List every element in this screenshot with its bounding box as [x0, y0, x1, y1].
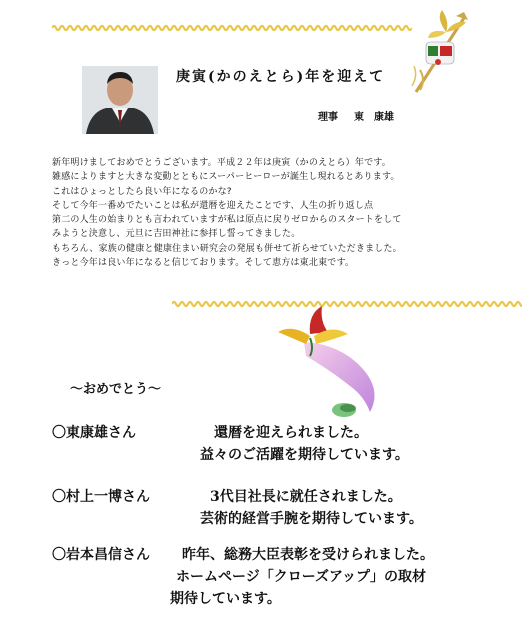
article-body	[52, 156, 524, 270]
wavy-divider-top	[52, 24, 412, 32]
body-line: これはひょっとしたら良い年になるのかな?	[52, 186, 232, 197]
entry-line: 3代目社長に就任されました。	[210, 489, 402, 505]
new-year-hamaya-ornament-icon	[406, 10, 478, 100]
entry-line: 昨年、総務大臣表彰を受けられました。	[182, 547, 434, 563]
congrats-entry	[52, 422, 409, 463]
body-line: 新年明けましておめでとうございます。平成２２年は庚寅（かのえとら）年です。	[52, 158, 391, 168]
author-line	[318, 108, 410, 123]
body-line: そして今年一番めでたいことは私が還暦を迎えたことです、人生の折り返し点	[52, 200, 374, 211]
entry-line: ホームページ「クローズアップ」の取材	[176, 569, 427, 585]
crane-and-turtle-illustration-icon	[270, 304, 410, 424]
entry-line: 還暦を迎えられました。	[214, 425, 368, 441]
congrats-entry	[52, 544, 434, 607]
congrats-heading: ～おめでとう～	[70, 382, 162, 397]
entry-line: 益々のご活躍を期待しています。	[200, 447, 409, 463]
body-line: もちろん、家族の健康と健康住まい研究会の発展も併せて祈らせていただきました。	[52, 243, 402, 254]
congrats-entry	[52, 486, 423, 527]
entry-line: 期待しています。	[170, 591, 281, 607]
body-line: 第二の人生の始まりとも言われていますが私は原点に戻りゼロからのスタートをして	[52, 215, 402, 226]
author-role: 理事	[318, 112, 338, 123]
entry-name: 〇村上一博さん	[52, 489, 150, 505]
entry-line: 芸術的経営手腕を期待しています。	[200, 511, 423, 527]
entry-name: 〇東康雄さん	[52, 425, 136, 441]
entry-name: 〇岩本昌信さん	[52, 547, 150, 563]
author-name: 東 康雄	[354, 112, 394, 123]
author-photo	[82, 66, 158, 134]
body-line: 雑感によりますと大きな変動とともにスーパーヒーローが誕生し現れるとあります。	[52, 172, 400, 183]
article-title: 庚寅(かのえとら)年を迎えて	[176, 69, 386, 85]
body-line: きっと今年は良い年になると信じております。そして恵方は東北東です。	[52, 258, 355, 269]
body-line: みようと決意し、元旦に吉田神社に参拝し誓ってきました。	[52, 229, 301, 240]
